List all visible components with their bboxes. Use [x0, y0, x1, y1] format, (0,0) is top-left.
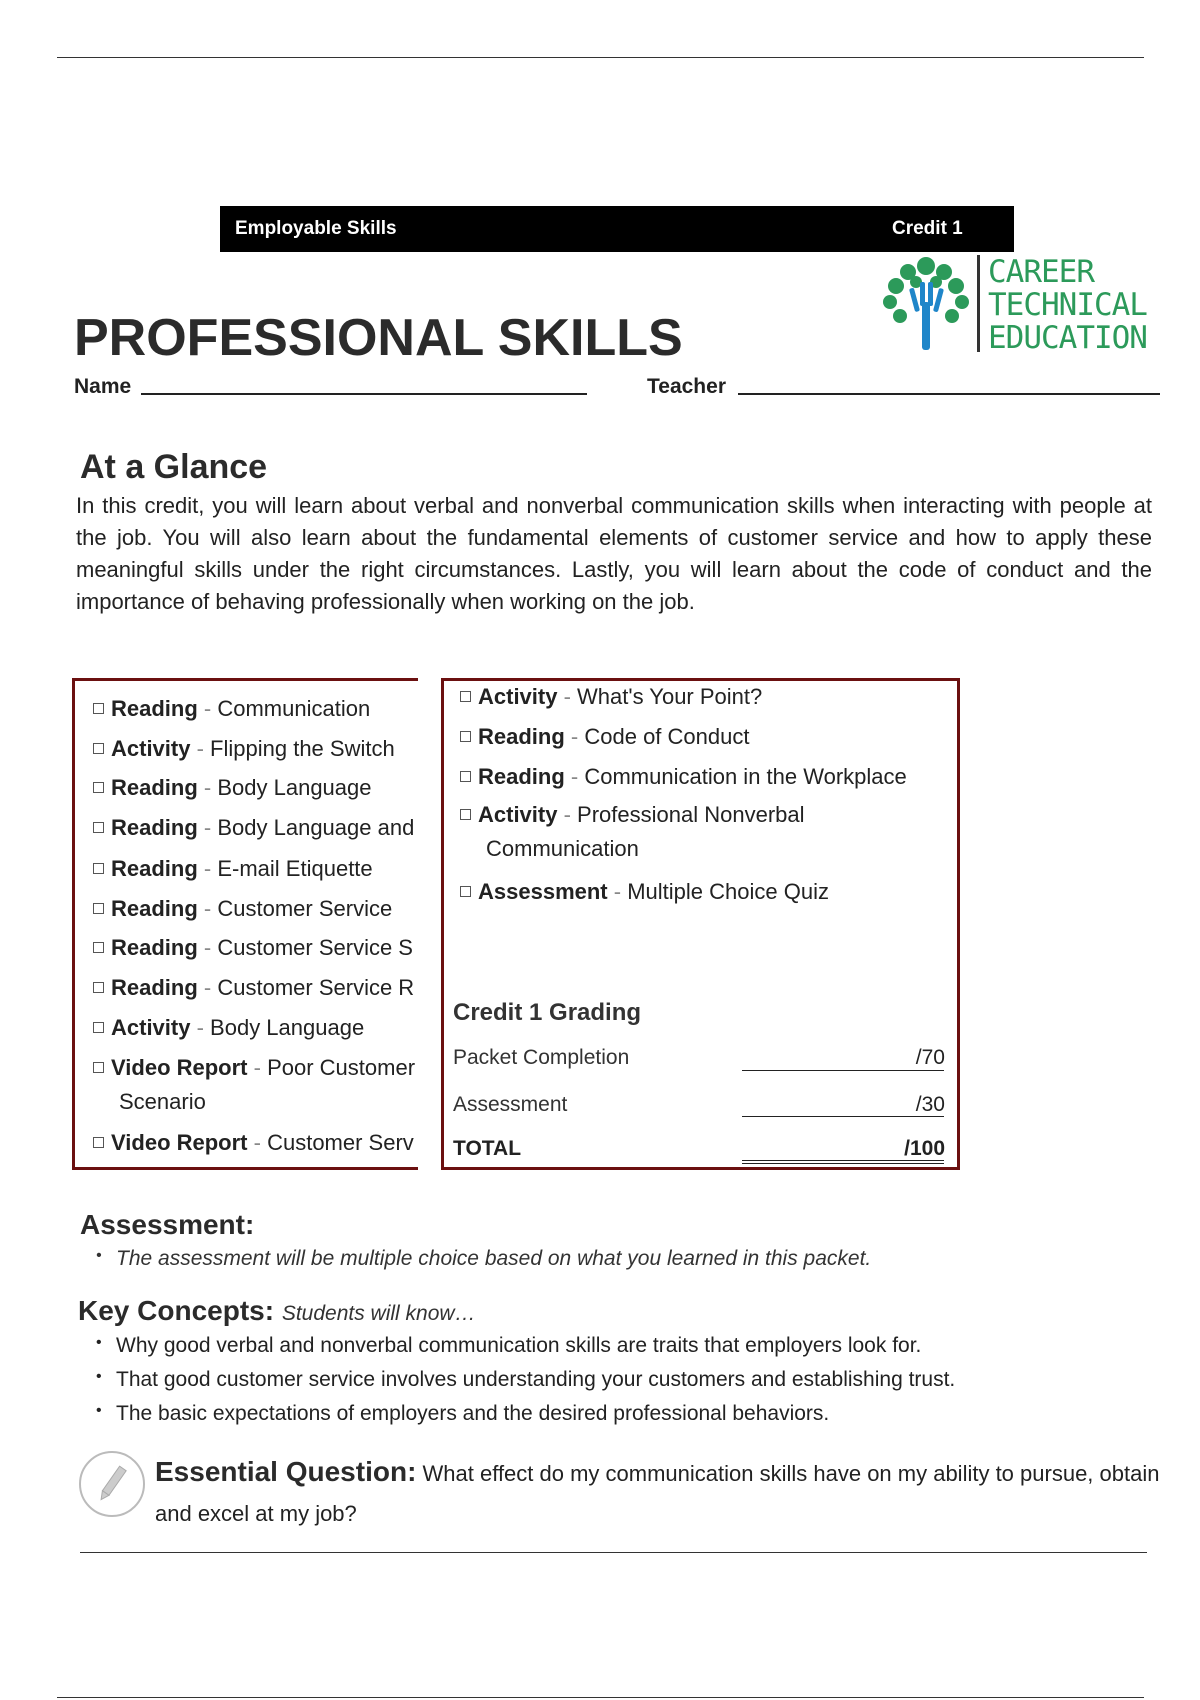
key-concept-bullet: • Why good verbal and nonverbal communication skills are traits that employers look for. [116, 1334, 921, 1358]
teacher-label: Teacher [647, 375, 726, 398]
divider-rule [80, 1552, 1147, 1553]
checklist-item: Activity - Flipping the Switch [93, 736, 395, 762]
checkbox[interactable] [93, 863, 104, 874]
grading-label-assessment: Assessment [453, 1093, 568, 1116]
essential-question-text: What effect do my communication skills have on my ability to pursue, obtain and excel at my job? [155, 1461, 1160, 1526]
checkbox[interactable] [460, 886, 471, 897]
key-concept-bullet: • That good customer service involves understanding your customers and establishing trust. [116, 1368, 955, 1392]
key-concepts-heading: Key Concepts: Students will know… [78, 1295, 476, 1326]
checklist-right [441, 678, 960, 1170]
glance-text: In this credit, you will learn about verbal and nonverbal communication skills when interacting with people at the job. You will also learn about the fundamental elements of customer service and how to apply these meaningful skills under the right circumstances. Lastly, you will learn about the code of conduct and the importance of behaving professionally when working on the job. [76, 493, 1152, 614]
assessment-heading: Assessment: [80, 1209, 255, 1240]
grading-label-packet: Packet Completion [453, 1046, 630, 1069]
checklist-item-continued: Scenario [119, 1089, 206, 1114]
essential-question-label: Essential Question: [155, 1456, 417, 1487]
checkbox[interactable] [460, 731, 471, 742]
checkbox[interactable] [460, 691, 471, 702]
grading-score-total: /100 [904, 1137, 945, 1160]
checklist-item: Video Report - Poor Customer [93, 1055, 415, 1081]
name-field[interactable] [141, 393, 587, 395]
credit-label: Credit 1 [892, 218, 963, 239]
pencil-icon [79, 1451, 145, 1517]
essential-question [155, 1452, 1165, 1534]
checkbox[interactable] [460, 809, 471, 820]
checklist-item: Activity - Body Language [93, 1015, 364, 1041]
checkbox[interactable] [93, 743, 104, 754]
grading-label-total: TOTAL [453, 1137, 522, 1160]
checkbox[interactable] [93, 782, 104, 793]
course-name: Employable Skills [235, 218, 397, 239]
checklist-item: Reading - Body Language and [93, 815, 414, 841]
checklist-item: Reading - Code of Conduct [460, 724, 749, 750]
checklist-item: Reading - Communication [93, 696, 370, 722]
bottom-rule [57, 1697, 1144, 1698]
course-banner [220, 206, 1014, 252]
glance-heading: At a Glance [80, 448, 268, 486]
checkbox[interactable] [460, 771, 471, 782]
name-label: Name [74, 375, 132, 398]
teacher-field[interactable] [738, 393, 1160, 395]
key-concept-bullet: • The basic expectations of employers and the desired professional behaviors. [116, 1402, 829, 1426]
checklist-item: Activity - Professional Nonverbal [460, 802, 805, 828]
checklist-item: Video Report - Customer Serv [93, 1130, 414, 1156]
checklist-item: Reading - E-mail Etiquette [93, 856, 373, 882]
checklist-item: Reading - Body Language [93, 775, 372, 801]
tree-hand-icon [878, 252, 974, 352]
checklist-item: Assessment - Multiple Choice Quiz [460, 879, 829, 905]
grading-title: Credit 1 Grading [453, 999, 642, 1026]
grading-line-packet [742, 1070, 944, 1071]
checklist-item: Reading - Customer Service S [93, 935, 413, 961]
page-title: PROFESSIONAL SKILLS [74, 309, 683, 367]
logo-text: CAREER TECHNICAL EDUCATION [988, 254, 1147, 356]
checkbox[interactable] [93, 1137, 104, 1148]
assessment-bullet: • The assessment will be multiple choice based on what you learned in this packet. [116, 1247, 871, 1271]
checkbox[interactable] [93, 1062, 104, 1073]
checkbox[interactable] [93, 1022, 104, 1033]
top-rule [57, 57, 1144, 58]
grading-line-assessment [742, 1116, 944, 1117]
grading-score-packet: /70 [915, 1046, 945, 1069]
checkbox[interactable] [93, 942, 104, 953]
checklist-left [72, 678, 418, 1170]
key-concepts-subheading: Students will know… [281, 1302, 476, 1325]
grading-score-assessment: /30 [915, 1093, 945, 1116]
logo-divider [977, 255, 980, 352]
checkbox[interactable] [93, 903, 104, 914]
cte-logo [878, 252, 1168, 362]
checkbox[interactable] [93, 822, 104, 833]
checkbox[interactable] [93, 982, 104, 993]
checklist-item-continued: Communication [486, 836, 639, 861]
checklist-item: Reading - Communication in the Workplace [460, 764, 907, 790]
checklist-item: Activity - What's Your Point? [460, 684, 762, 710]
checkbox[interactable] [93, 703, 104, 714]
checklist-item: Reading - Customer Service [93, 896, 392, 922]
checklist-item: Reading - Customer Service R [93, 975, 414, 1001]
